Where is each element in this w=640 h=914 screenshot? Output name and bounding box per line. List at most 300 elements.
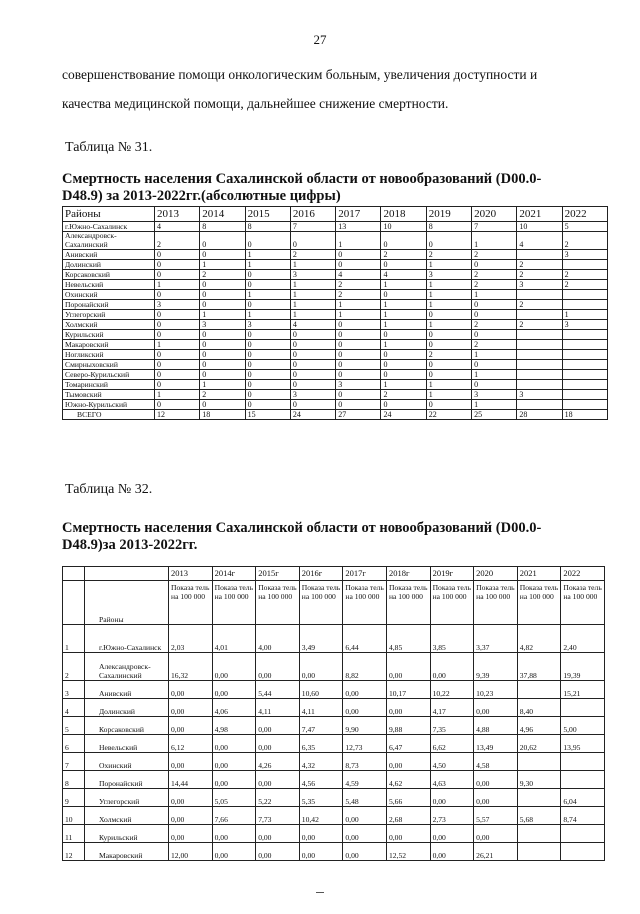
region-name: Корсаковский [63, 270, 155, 280]
table-row [63, 250, 608, 260]
value-cell: 18 [200, 410, 245, 420]
value-cell: 0,00 [212, 735, 256, 753]
table-row [63, 260, 608, 270]
table-row [63, 320, 608, 330]
value-cell: 3 [245, 320, 290, 330]
region-name: Углегорский [85, 789, 169, 807]
column-header-year: 2013 [155, 207, 200, 222]
value-cell: 4,63 [430, 771, 474, 789]
table32-heading [62, 520, 610, 554]
column-header-year: 2017 [336, 207, 381, 222]
value-cell: 1 [426, 280, 471, 290]
value-cell: 2,03 [169, 625, 213, 653]
value-cell: 0,00 [343, 807, 387, 825]
value-cell: 5,57 [474, 807, 518, 825]
table31 [62, 206, 608, 420]
value-cell: 0 [200, 370, 245, 380]
value-cell: 0 [472, 300, 517, 310]
value-cell: 0 [200, 340, 245, 350]
value-cell [562, 340, 607, 350]
value-cell: 15 [245, 410, 290, 420]
table32-caption: Таблица № 32. [65, 482, 153, 497]
value-cell: 7 [290, 222, 335, 232]
value-cell [561, 843, 605, 861]
value-cell: 0 [381, 400, 426, 410]
value-cell: 0,00 [474, 825, 518, 843]
value-cell: 0 [426, 340, 471, 350]
value-cell: 0 [245, 380, 290, 390]
value-cell [517, 330, 562, 340]
value-cell: 0 [290, 360, 335, 370]
table-row [63, 380, 608, 390]
value-cell: 7,47 [299, 717, 343, 735]
value-cell: 19,39 [561, 653, 605, 681]
table-row [63, 789, 605, 807]
value-cell: 0 [381, 370, 426, 380]
intro-paragraph [62, 60, 607, 118]
value-cell: 0 [426, 232, 471, 250]
value-cell: 1 [562, 310, 607, 320]
value-cell: 13,49 [474, 735, 518, 753]
value-cell: 0 [336, 390, 381, 400]
value-cell: 1 [200, 260, 245, 270]
value-cell: 2 [472, 270, 517, 280]
table-row [63, 270, 608, 280]
table31-heading-line-1: Смертность населения Сахалинской области от новообразований (D00.0- [62, 171, 542, 187]
row-index: 1 [63, 625, 85, 653]
value-cell: 1 [336, 232, 381, 250]
value-cell: 26,21 [474, 843, 518, 861]
value-cell: 3 [517, 280, 562, 290]
value-cell: 0,00 [386, 753, 430, 771]
value-cell [517, 789, 561, 807]
value-cell: 13,95 [561, 735, 605, 753]
value-cell: 1 [426, 290, 471, 300]
value-cell: 0 [472, 310, 517, 320]
value-cell: 4,88 [474, 717, 518, 735]
value-cell: 2 [517, 300, 562, 310]
value-cell [517, 681, 561, 699]
region-name: Долинский [63, 260, 155, 270]
value-cell: 2,73 [430, 807, 474, 825]
value-cell: 0,00 [256, 717, 300, 735]
value-cell: 1 [290, 290, 335, 300]
value-cell: 15,21 [561, 681, 605, 699]
value-cell: 9,88 [386, 717, 430, 735]
value-cell: 4,32 [299, 753, 343, 771]
value-cell: 0 [155, 310, 200, 320]
value-cell: 4 [155, 222, 200, 232]
intro-line-2: качества медицинской помощи, дальнейшее снижение смертности. [62, 96, 449, 111]
value-cell: 0,00 [169, 753, 213, 771]
value-cell [561, 771, 605, 789]
table-row [63, 653, 605, 681]
value-cell: 0,00 [299, 825, 343, 843]
value-cell: 0,00 [169, 717, 213, 735]
value-cell: 4,01 [212, 625, 256, 653]
value-cell: 0 [245, 350, 290, 360]
value-cell: 0 [245, 330, 290, 340]
region-name: Холмский [63, 320, 155, 330]
value-cell: 0 [381, 232, 426, 250]
table-row [63, 843, 605, 861]
indicator-header: Показа тель на 100 000 [299, 581, 343, 625]
value-cell: 0 [155, 350, 200, 360]
value-cell: 0,00 [386, 699, 430, 717]
column-header-year: 2019 [426, 207, 471, 222]
value-cell [517, 340, 562, 350]
table-row [63, 390, 608, 400]
value-cell: 1 [381, 340, 426, 350]
table32-heading-line-2: D48.9)за 2013-2022гг. [62, 537, 198, 553]
value-cell: 1 [426, 380, 471, 390]
value-cell: 1 [200, 310, 245, 320]
value-cell: 2 [426, 250, 471, 260]
table-row [63, 625, 605, 653]
indicator-header: Показа тель на 100 000 [256, 581, 300, 625]
value-cell: 6,04 [561, 789, 605, 807]
value-cell: 1 [290, 310, 335, 320]
region-name: Макаровский [63, 340, 155, 350]
value-cell: 0 [200, 360, 245, 370]
value-cell: 1 [472, 370, 517, 380]
table-row [63, 410, 608, 420]
value-cell: 0 [426, 400, 471, 410]
value-cell [517, 290, 562, 300]
footer-mark [316, 892, 324, 893]
value-cell: 1 [336, 310, 381, 320]
value-cell: 0 [155, 250, 200, 260]
value-cell: 3,37 [474, 625, 518, 653]
value-cell: 0 [245, 280, 290, 290]
value-cell: 10,17 [386, 681, 430, 699]
value-cell: 0 [245, 340, 290, 350]
column-header-year: 2022 [561, 567, 605, 581]
column-header-year: 2018 [381, 207, 426, 222]
value-cell: 0 [245, 270, 290, 280]
table-row [63, 753, 605, 771]
value-cell: 37,88 [517, 653, 561, 681]
value-cell: 0,00 [430, 653, 474, 681]
value-cell: 10 [517, 222, 562, 232]
value-cell [561, 825, 605, 843]
value-cell: 4,17 [430, 699, 474, 717]
value-cell: 8,74 [561, 807, 605, 825]
table-row [63, 360, 608, 370]
region-name: Анивский [85, 681, 169, 699]
value-cell: 14,44 [169, 771, 213, 789]
value-cell: 16,32 [169, 653, 213, 681]
value-cell: 0 [200, 280, 245, 290]
table-row [63, 699, 605, 717]
value-cell: 0,00 [212, 771, 256, 789]
value-cell: 3 [336, 380, 381, 390]
value-cell: 0,00 [474, 699, 518, 717]
value-cell: 4,00 [256, 625, 300, 653]
value-cell: 1 [381, 300, 426, 310]
value-cell: 5,00 [561, 717, 605, 735]
value-cell: 2 [517, 260, 562, 270]
value-cell: 3 [290, 390, 335, 400]
value-cell: 2 [336, 290, 381, 300]
value-cell [561, 753, 605, 771]
row-index: 11 [63, 825, 85, 843]
table-row [63, 681, 605, 699]
value-cell: 2 [426, 350, 471, 360]
value-cell: 0,00 [169, 807, 213, 825]
value-cell [562, 360, 607, 370]
region-name: Северо-Курильский [63, 370, 155, 380]
value-cell: 5,05 [212, 789, 256, 807]
value-cell: 8 [245, 222, 290, 232]
value-cell: 0,00 [430, 825, 474, 843]
value-cell: 1 [245, 250, 290, 260]
table-row [63, 232, 608, 250]
value-cell: 3 [472, 390, 517, 400]
value-cell: 0,00 [343, 681, 387, 699]
value-cell: 0 [245, 300, 290, 310]
value-cell: 4,56 [299, 771, 343, 789]
value-cell: 2 [472, 320, 517, 330]
value-cell [562, 400, 607, 410]
value-cell: 3 [517, 390, 562, 400]
column-header-year: 2020 [472, 207, 517, 222]
region-name: Макаровский [85, 843, 169, 861]
value-cell: 0,00 [212, 825, 256, 843]
value-cell: 10,22 [430, 681, 474, 699]
region-name: Поронайский [85, 771, 169, 789]
value-cell: 1 [155, 280, 200, 290]
value-cell: 12,00 [169, 843, 213, 861]
value-cell: 5 [562, 222, 607, 232]
value-cell [517, 370, 562, 380]
value-cell: 5,66 [386, 789, 430, 807]
value-cell: 0 [381, 290, 426, 300]
value-cell: 1 [472, 350, 517, 360]
value-cell: 12 [155, 410, 200, 420]
value-cell: 2 [517, 270, 562, 280]
value-cell [517, 400, 562, 410]
value-cell: 0 [155, 400, 200, 410]
value-cell: 0 [336, 260, 381, 270]
row-index: 8 [63, 771, 85, 789]
value-cell: 9,30 [517, 771, 561, 789]
row-index: 12 [63, 843, 85, 861]
column-header-year: 2021 [517, 567, 561, 581]
region-name: Смирныховский [63, 360, 155, 370]
row-index: 7 [63, 753, 85, 771]
region-name: Курильский [63, 330, 155, 340]
value-cell: 10 [381, 222, 426, 232]
value-cell: 27 [336, 410, 381, 420]
value-cell: 0,00 [343, 843, 387, 861]
value-cell: 5,44 [256, 681, 300, 699]
column-header-year: 2022 [562, 207, 607, 222]
table32-heading-line-1: Смертность населения Сахалинской области от новообразований (D00.0- [62, 520, 542, 536]
table31-heading [62, 171, 610, 205]
value-cell: 2 [200, 390, 245, 400]
value-cell: 0 [472, 260, 517, 270]
region-name: Поронайский [63, 300, 155, 310]
value-cell [517, 350, 562, 360]
value-cell: 4 [381, 270, 426, 280]
value-cell: 0 [155, 370, 200, 380]
value-cell: 0,00 [386, 825, 430, 843]
value-cell: 4 [336, 270, 381, 280]
value-cell: 7 [472, 222, 517, 232]
value-cell: 0 [426, 370, 471, 380]
value-cell: 0 [200, 232, 245, 250]
table31-heading-line-2: D48.9) за 2013-2022гг.(абсолютные цифры) [62, 188, 341, 204]
value-cell: 0 [472, 360, 517, 370]
intro-line-1: совершенствование помощи онкологическим больным, увеличения доступности и [62, 67, 538, 82]
value-cell: 0,00 [212, 653, 256, 681]
region-name: Тымовский [63, 390, 155, 400]
value-cell: 0 [336, 250, 381, 260]
value-cell [562, 350, 607, 360]
value-cell: 0,00 [474, 771, 518, 789]
value-cell: 1 [472, 290, 517, 300]
value-cell: 1 [290, 300, 335, 310]
value-cell: 0 [426, 310, 471, 320]
table32-year-row [63, 567, 605, 581]
value-cell: 7,35 [430, 717, 474, 735]
region-name: Анивский [63, 250, 155, 260]
value-cell: 0,00 [256, 825, 300, 843]
value-cell: 0,00 [256, 735, 300, 753]
value-cell: 4,96 [517, 717, 561, 735]
value-cell: 10,60 [299, 681, 343, 699]
value-cell: 6,47 [386, 735, 430, 753]
value-cell: 0 [200, 400, 245, 410]
index-subheader [63, 581, 85, 625]
value-cell: 0 [381, 330, 426, 340]
value-cell: 2 [562, 270, 607, 280]
column-header-year: 2018г [386, 567, 430, 581]
value-cell: 7,66 [212, 807, 256, 825]
value-cell: 3,49 [299, 625, 343, 653]
value-cell: 12,52 [386, 843, 430, 861]
value-cell: 0 [245, 400, 290, 410]
value-cell: 0,00 [169, 789, 213, 807]
value-cell [562, 290, 607, 300]
indicator-header: Показа тель на 100 000 [517, 581, 561, 625]
table-row [63, 825, 605, 843]
value-cell: 0 [290, 330, 335, 340]
value-cell: 0,00 [212, 753, 256, 771]
value-cell: 2 [290, 250, 335, 260]
value-cell: 0 [155, 330, 200, 340]
value-cell: 9,39 [474, 653, 518, 681]
value-cell: 0 [155, 320, 200, 330]
value-cell: 4,50 [430, 753, 474, 771]
value-cell: 0 [336, 320, 381, 330]
table-row [63, 807, 605, 825]
value-cell: 1 [426, 390, 471, 400]
value-cell: 2,40 [561, 625, 605, 653]
value-cell: 2 [336, 280, 381, 290]
value-cell: 24 [290, 410, 335, 420]
value-cell: 5,22 [256, 789, 300, 807]
value-cell: 2,68 [386, 807, 430, 825]
value-cell: 4 [290, 320, 335, 330]
value-cell: 4,82 [517, 625, 561, 653]
region-name: г.Южно-Сахалинск [85, 625, 169, 653]
value-cell: 0 [381, 260, 426, 270]
value-cell: 2 [562, 232, 607, 250]
value-cell: 6,62 [430, 735, 474, 753]
value-cell: 2 [517, 320, 562, 330]
value-cell: 0,00 [430, 789, 474, 807]
region-name: Охинский [85, 753, 169, 771]
table-row [63, 222, 608, 232]
region-name: Невельский [63, 280, 155, 290]
value-cell: 1 [472, 400, 517, 410]
value-cell: 6,12 [169, 735, 213, 753]
value-cell [517, 310, 562, 320]
column-header-regions: Районы [63, 207, 155, 222]
column-header-year: 2013 [169, 567, 213, 581]
value-cell: 0 [290, 380, 335, 390]
value-cell: 0,00 [386, 653, 430, 681]
value-cell: 4 [517, 232, 562, 250]
value-cell: 2 [381, 390, 426, 400]
value-cell [562, 390, 607, 400]
value-cell: 8 [200, 222, 245, 232]
value-cell: 0 [155, 380, 200, 390]
value-cell: 0 [155, 260, 200, 270]
value-cell: 18 [562, 410, 607, 420]
value-cell: 22 [426, 410, 471, 420]
region-header: Районы [85, 581, 169, 625]
value-cell: 10,23 [474, 681, 518, 699]
indicator-header: Показа тель на 100 000 [386, 581, 430, 625]
value-cell: 0 [200, 250, 245, 260]
value-cell: 1 [426, 260, 471, 270]
value-cell: 0 [155, 360, 200, 370]
table32 [62, 566, 605, 861]
value-cell: 1 [381, 380, 426, 390]
value-cell: 0,00 [212, 681, 256, 699]
indicator-header: Показа тель на 100 000 [169, 581, 213, 625]
value-cell: 5,35 [299, 789, 343, 807]
column-header-year: 2017г [343, 567, 387, 581]
value-cell: 5,48 [343, 789, 387, 807]
value-cell: 1 [381, 320, 426, 330]
table-row [63, 735, 605, 753]
value-cell: 0 [336, 360, 381, 370]
region-name: Долинский [85, 699, 169, 717]
value-cell: 24 [381, 410, 426, 420]
table-row [63, 280, 608, 290]
value-cell: 0,00 [169, 699, 213, 717]
value-cell: 1 [245, 290, 290, 300]
value-cell: 1 [155, 340, 200, 350]
value-cell: 1 [381, 280, 426, 290]
value-cell: 0 [245, 360, 290, 370]
value-cell: 0,00 [256, 843, 300, 861]
value-cell: 4,11 [299, 699, 343, 717]
value-cell: 0 [336, 350, 381, 360]
value-cell: 3 [290, 270, 335, 280]
value-cell [517, 825, 561, 843]
row-index: 3 [63, 681, 85, 699]
value-cell: 0 [336, 400, 381, 410]
table32-subheader-row [63, 581, 605, 625]
indicator-header: Показа тель на 100 000 [430, 581, 474, 625]
column-header-year: 2015 [245, 207, 290, 222]
value-cell: 1 [290, 280, 335, 290]
